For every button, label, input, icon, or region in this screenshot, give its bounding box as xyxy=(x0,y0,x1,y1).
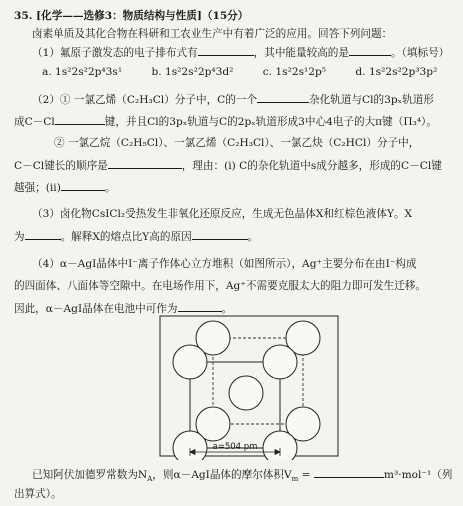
q4-line1-text: （4）α－AgI晶体中I⁻离子作体心立方堆积（如图所示），Ag⁺主要分布在由I⁻构成 xyxy=(32,258,417,270)
q4-blank-molar-volume[interactable] xyxy=(314,466,384,478)
question-title: [化学——选修3：物质结构与性质]（15分） xyxy=(36,10,249,22)
bcc-unit-cell-figure xyxy=(0,310,463,460)
q2-line-4 xyxy=(14,157,442,174)
q4-final-text-b: ，则α－AgI晶体的摩尔体积V xyxy=(152,469,292,481)
q3-blank-x[interactable] xyxy=(25,228,61,240)
q2-line2-text-b: 键，并且Cl的3pₓ轨道与C的2pₓ轨道形成3中心4电子的大π键（Π₃⁴）。 xyxy=(104,116,437,128)
q1-stem xyxy=(32,44,449,61)
q3-line2-text-a: 为 xyxy=(14,231,25,243)
q2-line4-text-b: ，理由：(i) C的杂化轨道中s成分越多，形成的C－Cl键 xyxy=(181,160,442,172)
lattice-parameter-label: a=504 pm xyxy=(212,442,258,452)
q3-line2-text-b: 。解释X的熔点比Y高的原因 xyxy=(60,231,192,243)
q3-line-1 xyxy=(32,206,412,222)
q4-final-text-a: 已知阿伏加德罗常数为N xyxy=(32,469,148,481)
q1-stem-text-c: 。（填标号） xyxy=(391,47,450,59)
question-intro xyxy=(32,26,392,42)
q2-line5-text-a: 越强；(ii) xyxy=(14,182,61,194)
q4-line2-text: 的四面体、八面体等空隙中。在电场作用下，Ag⁺不需要克服太大的阻力即可发生迁移。 xyxy=(14,280,426,292)
q2-blank-reason[interactable] xyxy=(61,179,105,191)
q2-line3-text: ② 一氯乙烷（C₂H₅Cl）、一氯乙烯（C₂H₃Cl）、一氯乙炔（C₂HCl）分子中， xyxy=(54,137,420,149)
q1-option-b: b. 1s²2s²2p⁴3d² xyxy=(151,66,234,78)
q2-line4-text-a: C－Cl键长的顺序是 xyxy=(14,160,108,172)
q3-line2-text-c: 。 xyxy=(247,231,259,243)
iodide-front-top-left xyxy=(173,345,207,379)
q2-line2-text-a: 成C－Cl xyxy=(14,116,55,128)
q2-line-5 xyxy=(14,179,115,196)
q4-final-text-c: = xyxy=(298,469,314,481)
q4-final-text-d: 出算式）。 xyxy=(14,488,62,500)
q2-blank-order[interactable] xyxy=(108,157,182,169)
q4-line3-text-b: 。 xyxy=(221,303,233,315)
q1-option-d: d. 1s²2s²2p³3p² xyxy=(355,66,438,78)
q4-final-unit: m³·mol⁻¹（列 xyxy=(383,469,453,481)
q3-line-2 xyxy=(14,228,258,245)
q2-blank-hybrid[interactable] xyxy=(257,91,309,103)
q4-line-1 xyxy=(32,256,417,272)
intro-text: 卤素单质及其化合物在科研和工农业生产中有着广泛的应用。回答下列问题： xyxy=(32,28,393,40)
q1-blank-2[interactable] xyxy=(349,44,391,56)
iodide-ions xyxy=(173,321,320,460)
q4-final-line-2 xyxy=(14,486,62,502)
q1-option-c: c. 1s²2s¹2p⁵ xyxy=(262,66,327,78)
iodide-front-top-right xyxy=(263,345,297,379)
q2-line-2 xyxy=(14,113,437,130)
iodide-body-center xyxy=(229,376,263,410)
question-header xyxy=(14,8,248,24)
q1-stem-text-b: ，其中能量较高的是 xyxy=(253,47,349,59)
q1-stem-text-a: （1）氟原子激发态的电子排布式有 xyxy=(32,47,198,59)
q2-line1-text-a: （2）① 一氯乙烯（C₂H₃Cl）分子中，C的一个 xyxy=(32,94,258,106)
q1-option-a: a. 1s²2s²2p⁴3s¹ xyxy=(42,66,123,78)
q4-final-subscript-a: A xyxy=(147,475,153,484)
q1-options xyxy=(42,64,437,80)
question-number: 35. xyxy=(14,10,33,22)
q3-blank-reason[interactable] xyxy=(192,228,248,240)
q4-final-subscript-m: m xyxy=(291,475,299,484)
q4-line-2 xyxy=(14,278,426,294)
q2-line1-text-b: 杂化轨道与Cl的3pₓ轨道形 xyxy=(309,94,434,106)
q1-blank-1[interactable] xyxy=(198,44,254,56)
q4-line3-text-a: 因此，α－AgI晶体在电池中可作为 xyxy=(14,303,178,315)
q2-line5-text-b: 。 xyxy=(104,182,116,194)
q2-line-1 xyxy=(32,91,434,108)
q3-line1-text: （3）卤化物CsICl₂受热发生非氧化还原反应，生成无色晶体X和红棕色液体Y。X xyxy=(32,208,413,220)
q4-final-line xyxy=(32,466,452,483)
q2-blank-bond[interactable] xyxy=(55,113,105,125)
q2-line-3 xyxy=(54,135,419,151)
